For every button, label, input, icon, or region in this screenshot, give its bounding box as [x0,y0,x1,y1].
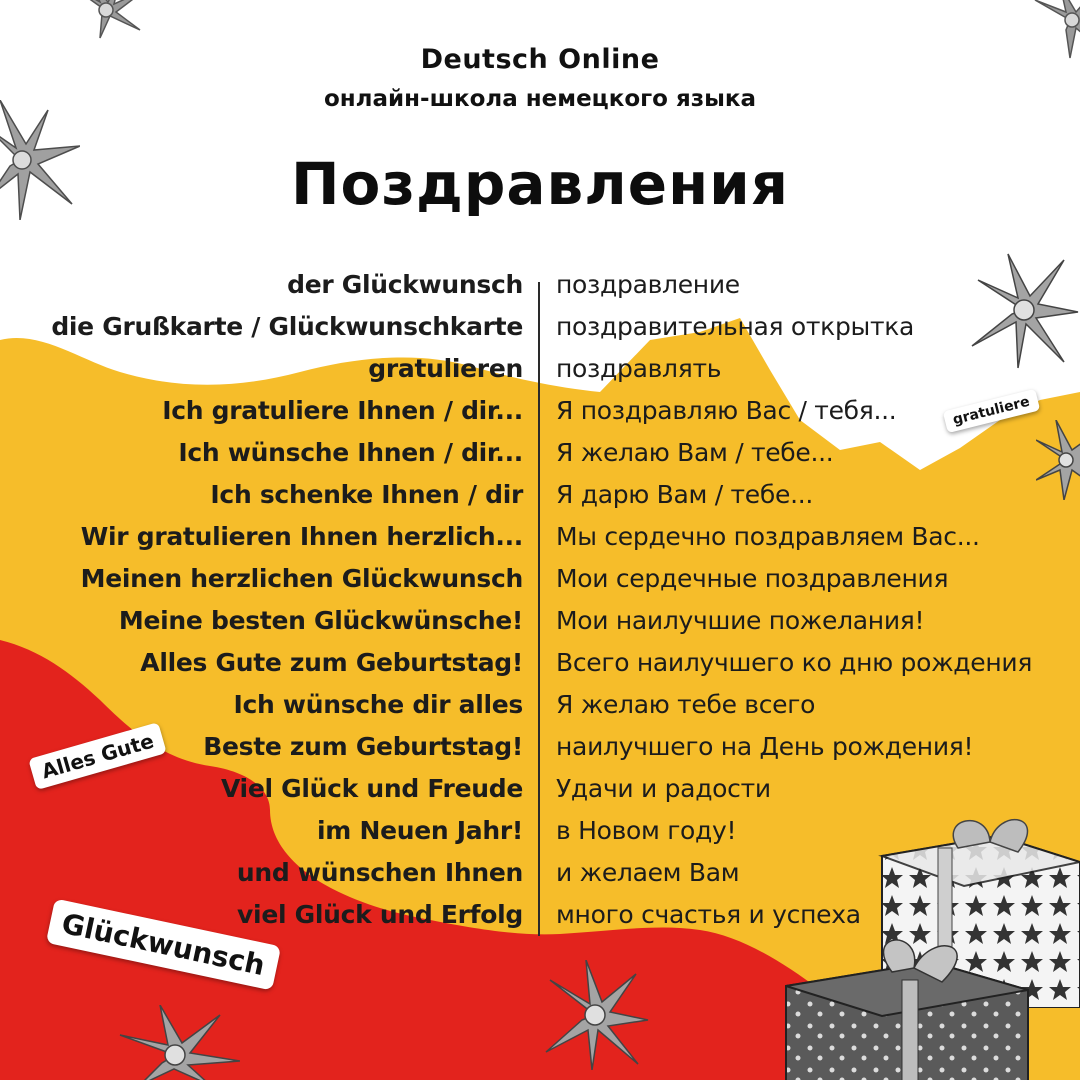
russian-translation: Мои наилучшие пожелания! [556,606,925,635]
german-phrase: Beste zum Geburtstag! [203,732,523,761]
german-phrase: die Grußkarte / Glückwunschkarte [51,312,523,341]
russian-translation: Удачи и радости [556,774,771,803]
russian-translation: Мы сердечно поздравляем Вас... [556,522,980,551]
phrase-row [0,646,1080,688]
russian-translation: Всего наилучшего ко дню рождения [556,648,1033,677]
phrase-row [0,310,1080,352]
russian-translation: Я желаю тебе всего [556,690,816,719]
german-phrase: viel Glück und Erfolg [237,900,523,929]
german-phrase: Ich gratuliere Ihnen / dir... [162,396,523,425]
german-phrase: Ich wünsche dir alles [233,690,523,719]
phrase-row [0,604,1080,646]
phrase-row [0,562,1080,604]
german-phrase: Viel Glück und Freude [220,774,523,803]
gift-bow-icon [60,0,150,40]
brand-subtitle: онлайн-школа немецкого языка [323,86,757,112]
sticker-alles-gute: Alles Gute [28,722,167,790]
russian-translation: поздравительная открытка [556,312,915,341]
phrase-row [0,520,1080,562]
sticker-glueckwunsch: Glückwunsch [46,899,281,991]
german-phrase: im Neuen Jahr! [317,816,523,845]
phrase-row [0,772,1080,814]
phrase-row [0,436,1080,478]
russian-translation: Я поздравляю Вас / тебя... [556,396,897,425]
german-phrase: gratulieren [368,354,523,383]
phrase-row [0,352,1080,394]
phrase-row [0,814,1080,856]
german-phrase: und wünschen Ihnen [236,858,523,887]
russian-translation: Мои сердечные поздравления [556,564,949,593]
phrase-row [0,478,1080,520]
russian-translation: и желаем Вам [556,858,740,887]
gift-bow-icon [110,1005,240,1080]
russian-translation: много счастья и успеха [556,900,861,929]
german-phrase: Meine besten Glückwünsche! [118,606,523,635]
russian-translation: Я дарю Вам / тебе... [556,480,814,509]
phrase-list [0,268,1080,940]
gift-bow-icon [540,960,650,1070]
russian-translation: поздравлять [556,354,722,383]
page-title: Поздравления [290,150,790,218]
phrase-row [0,268,1080,310]
german-phrase: Ich wünsche Ihnen / dir... [178,438,523,467]
russian-translation: Я желаю Вам / тебе... [556,438,834,467]
russian-translation: в Новом году! [556,816,737,845]
brand-name: Deutsch Online [420,44,660,75]
phrase-row [0,394,1080,436]
german-phrase: Wir gratulieren Ihnen herzlich... [80,522,523,551]
russian-translation: поздравление [556,270,740,299]
russian-translation: наилучшего на День рождения! [556,732,974,761]
sticker-gratuliere: gratuliere [943,389,1040,433]
phrase-row [0,856,1080,898]
german-phrase: Alles Gute zum Geburtstag! [140,648,523,677]
german-phrase: Ich schenke Ihnen / dir [210,480,523,509]
phrase-row [0,688,1080,730]
gift-box-icon [782,932,1032,1080]
german-phrase: der Glückwunsch [287,270,523,299]
german-phrase: Meinen herzlichen Glückwunsch [80,564,523,593]
